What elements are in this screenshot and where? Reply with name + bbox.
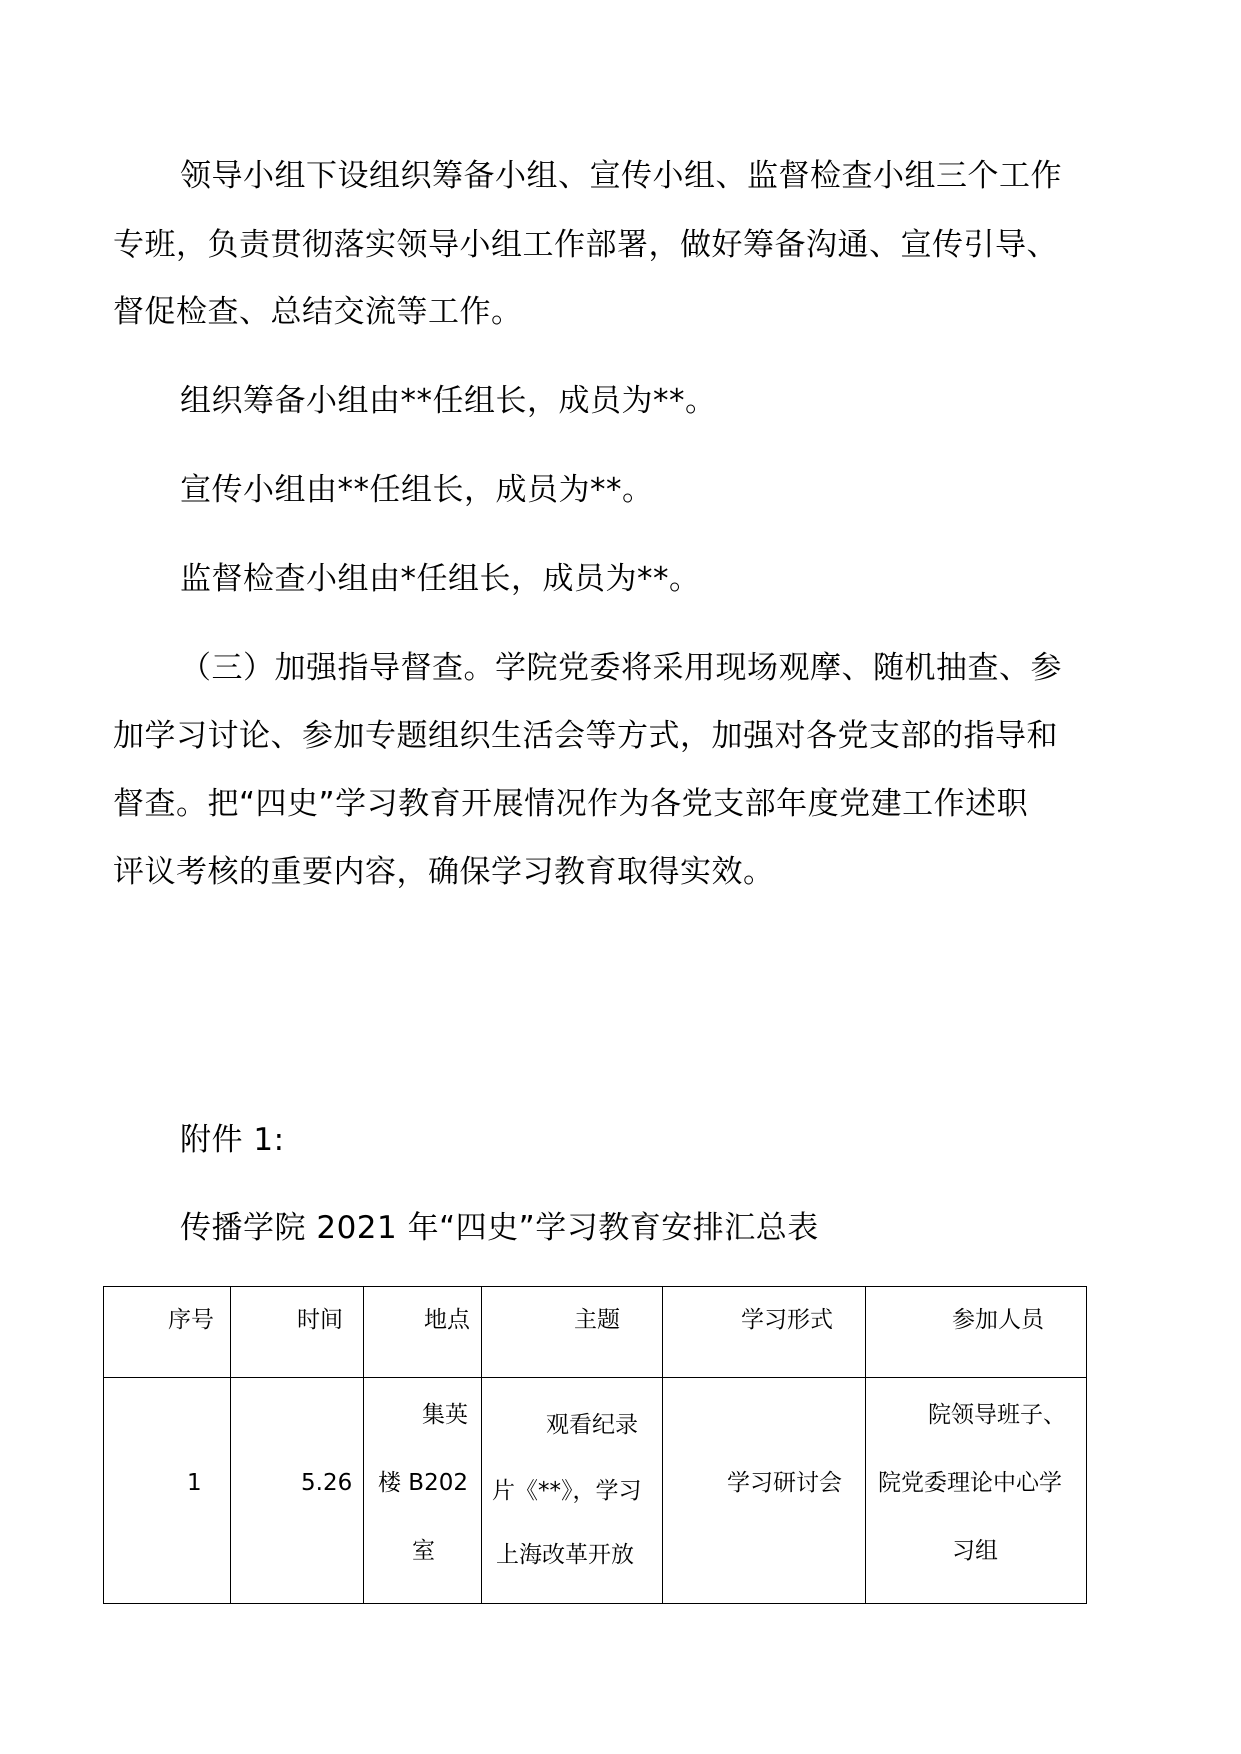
header-index: 序号	[168, 1307, 214, 1333]
header-format: 学习形式	[741, 1307, 833, 1333]
row1-topic-cell	[482, 1378, 663, 1604]
row1-index: 1	[187, 1470, 202, 1496]
row1-location-cell	[364, 1378, 482, 1604]
paragraph-1-line-2: 专班，负责贯彻落实领导小组工作部署，做好筹备沟通、宣传引导、	[113, 227, 1058, 263]
schedule-table	[103, 1286, 1087, 1604]
header-time: 时间	[297, 1307, 343, 1333]
table-title: 传播学院 2021 年“四史”学习教育安排汇总表	[180, 1210, 819, 1246]
paragraph-5-line-2: 加学习讨论、参加专题组织生活会等方式，加强对各党支部的指导和	[113, 718, 1058, 754]
row1-participants-line-2: 院党委理论中心学	[878, 1470, 1062, 1496]
row1-format-cell	[663, 1378, 866, 1604]
paragraph-3: 宣传小组由**任组长，成员为**。	[180, 472, 654, 508]
row1-topic-line-2: 片《**》，学习	[492, 1478, 642, 1504]
row1-index-cell	[104, 1378, 231, 1604]
header-location: 地点	[424, 1307, 470, 1333]
row1-time: 5.26	[301, 1470, 353, 1496]
header-location-cell	[364, 1287, 482, 1378]
row1-location-line-1: 集英	[422, 1402, 468, 1428]
paragraph-1-line-3: 督促检查、总结交流等工作。	[113, 294, 523, 330]
paragraph-4: 监督检查小组由*任组长，成员为**。	[180, 561, 701, 597]
paragraph-5-line-1: （三）加强指导督查。学院党委将采用现场观摩、随机抽查、参	[180, 650, 1062, 686]
header-format-cell	[663, 1287, 866, 1378]
table-header-row	[104, 1287, 1087, 1378]
header-time-cell	[231, 1287, 364, 1378]
paragraph-5-line-3: 督查。把“四史”学习教育开展情况作为各党支部年度党建工作述职	[113, 786, 1029, 822]
row1-participants-cell	[866, 1378, 1087, 1604]
row1-topic-line-1: 观看纪录	[546, 1412, 638, 1438]
header-participants-cell	[866, 1287, 1087, 1378]
header-topic: 主题	[574, 1307, 620, 1333]
row1-time-cell	[231, 1378, 364, 1604]
paragraph-1-line-1: 领导小组下设组织筹备小组、宣传小组、监督检查小组三个工作	[180, 158, 1062, 194]
row1-location-line-2: 楼 B202	[378, 1470, 468, 1496]
header-topic-cell	[482, 1287, 663, 1378]
table-row	[104, 1378, 1087, 1604]
row1-participants-line-1: 院领导班子、	[928, 1402, 1066, 1428]
row1-topic-line-3: 上海改革开放	[496, 1542, 634, 1568]
attachment-label: 附件 1:	[180, 1122, 285, 1158]
row1-location-line-3: 室	[412, 1538, 435, 1564]
row1-format: 学习研讨会	[727, 1470, 842, 1496]
paragraph-2: 组织筹备小组由**任组长，成员为**。	[180, 383, 717, 419]
header-participants: 参加人员	[952, 1307, 1044, 1333]
header-index-cell	[104, 1287, 231, 1378]
paragraph-5-line-4: 评议考核的重要内容，确保学习教育取得实效。	[113, 854, 775, 890]
row1-participants-line-3: 习组	[952, 1538, 998, 1564]
